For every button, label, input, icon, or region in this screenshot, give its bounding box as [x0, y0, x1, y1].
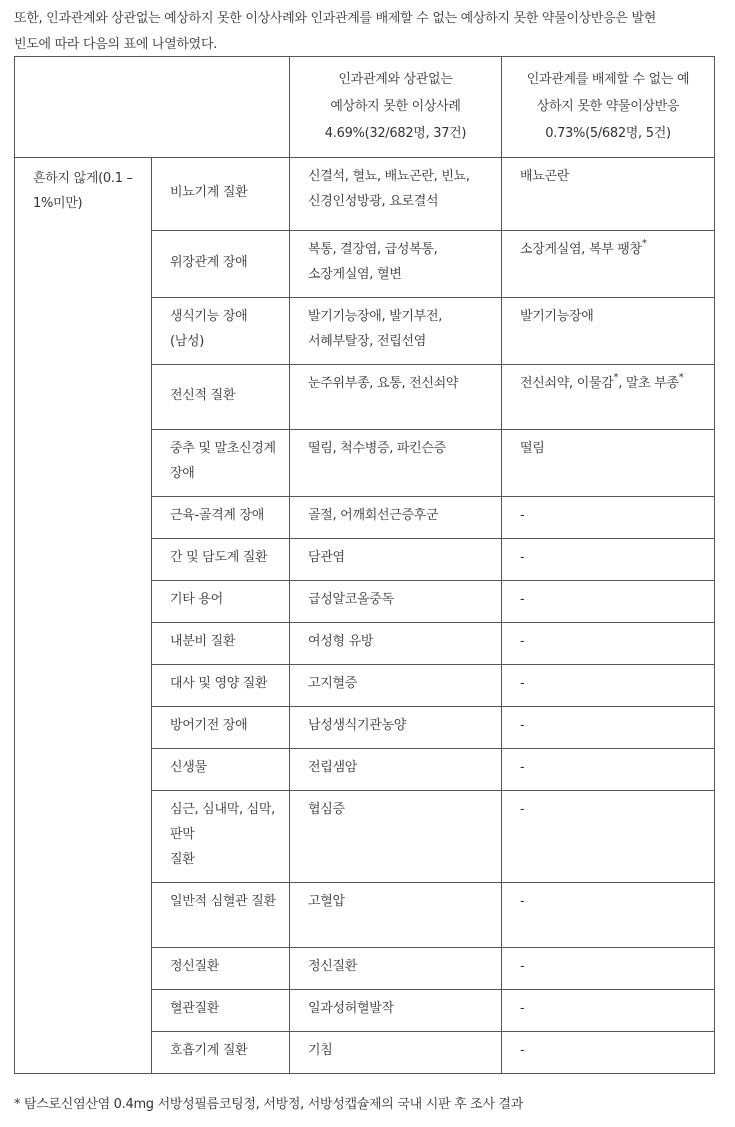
- header-unexpected-adr: 인과관계를 배제할 수 없는 예 상하지 못한 약물이상반응 0.73%(5/682명, 5건): [502, 57, 715, 158]
- ae-cell: 일과성허혈발작: [290, 990, 502, 1032]
- adr-cell: -: [502, 665, 715, 707]
- organ-class: 전신적 질환: [152, 365, 290, 430]
- organ-class: 비뇨기계 질환: [152, 158, 290, 231]
- adr-cell: 배뇨곤란: [502, 158, 715, 231]
- adr-cell: -: [502, 623, 715, 665]
- adr-cell: -: [502, 581, 715, 623]
- adr-cell: -: [502, 791, 715, 883]
- intro-paragraph: [14, 6, 730, 58]
- organ-class: 일반적 심혈관 질환: [152, 883, 290, 948]
- ae-cell: 급성알코올중독: [290, 581, 502, 623]
- ae-cell: 발기기능장애, 발기부전, 서혜부탈장, 전립선염: [290, 298, 502, 365]
- ae-cell: 눈주위부종, 요통, 전신쇠약: [290, 365, 502, 430]
- table-header-row: [15, 57, 715, 158]
- adverse-events-table: [14, 56, 715, 1074]
- organ-class: 내분비 질환: [152, 623, 290, 665]
- adr-cell: -: [502, 1032, 715, 1074]
- frequency-group-label: 흔하지 않게(0.1 – 1%미만): [15, 158, 152, 1074]
- ae-cell: 떨림, 척수병증, 파킨슨증: [290, 430, 502, 497]
- footnote-marker: *: [678, 371, 684, 383]
- adr-cell: -: [502, 990, 715, 1032]
- ae-cell: 골절, 어깨회선근증후군: [290, 497, 502, 539]
- organ-class: 신생물: [152, 749, 290, 791]
- adr-cell: -: [502, 883, 715, 948]
- adr-cell: -: [502, 749, 715, 791]
- ae-cell: 복통, 결장염, 급성복통, 소장게실염, 혈변: [290, 231, 502, 298]
- intro-line-1: 또한, 인과관계와 상관없는 예상하지 못한 이상사례와 인과관계를 배제할 수 없는 예상하지 못한 약물이상반응은 발현: [14, 11, 657, 26]
- ae-cell: 전립샘암: [290, 749, 502, 791]
- ae-cell: 신결석, 혈뇨, 배뇨곤란, 빈뇨, 신경인성방광, 요로결석: [290, 158, 502, 231]
- adr-cell: 소장게실염, 복부 팽창*: [502, 231, 715, 298]
- ae-cell: 남성생식기관농양: [290, 707, 502, 749]
- organ-class: 위장관계 장애: [152, 231, 290, 298]
- organ-class: 생식기능 장애(남성): [152, 298, 290, 365]
- footnote-marker: *: [641, 237, 647, 249]
- ae-cell: 협심증: [290, 791, 502, 883]
- organ-class: 혈관질환: [152, 990, 290, 1032]
- organ-class: 간 및 담도계 질환: [152, 539, 290, 581]
- header-unexpected-ae: 인과관계와 상관없는 예상하지 못한 이상사례 4.69%(32/682명, 37건): [290, 57, 502, 158]
- adr-cell: -: [502, 497, 715, 539]
- organ-class: 기타 용어: [152, 581, 290, 623]
- organ-class: 대사 및 영양 질환: [152, 665, 290, 707]
- intro-line-2: 빈도에 따라 다음의 표에 나열하였다.: [14, 37, 218, 52]
- adr-cell: 발기기능장애: [502, 298, 715, 365]
- ae-cell: 여성형 유방: [290, 623, 502, 665]
- organ-class: 심근, 심내막, 심막, 판막 질환: [152, 791, 290, 883]
- ae-cell: 담관염: [290, 539, 502, 581]
- organ-class: 방어기전 장애: [152, 707, 290, 749]
- ae-cell: 기침: [290, 1032, 502, 1074]
- adr-cell: -: [502, 539, 715, 581]
- adr-cell: -: [502, 948, 715, 990]
- footnote-marker: *: [613, 371, 619, 383]
- adr-cell: -: [502, 707, 715, 749]
- organ-class: 중추 및 말초신경계 장애: [152, 430, 290, 497]
- adr-cell: 전신쇠약, 이물감*, 말초 부종*: [502, 365, 715, 430]
- table-row: [15, 158, 715, 231]
- ae-cell: 고혈압: [290, 883, 502, 948]
- adr-cell: 떨림: [502, 430, 715, 497]
- ae-cell: 정신질환: [290, 948, 502, 990]
- footnote: * 탐스로신염산염 0.4mg 서방성필름코팅정, 서방정, 서방성캡슐제의 국내 시판 후 조사 결과: [14, 1097, 524, 1112]
- header-empty-cell: [15, 57, 290, 158]
- ae-cell: 고지혈증: [290, 665, 502, 707]
- organ-class: 정신질환: [152, 948, 290, 990]
- organ-class: 근육-골격계 장애: [152, 497, 290, 539]
- organ-class: 호흡기계 질환: [152, 1032, 290, 1074]
